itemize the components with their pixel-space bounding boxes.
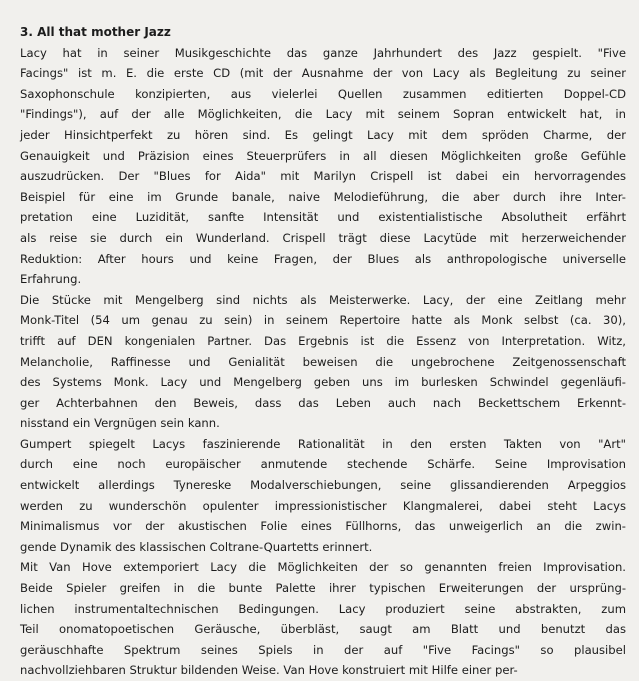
document-page bbox=[20, 22, 626, 681]
section-heading: 3. All that mother Jazz bbox=[20, 25, 171, 39]
text-line: nachvollziehbaren Struktur bildenden Weise. Van Hove konstruiert mit Hilfe einer per- bbox=[20, 663, 518, 678]
text-line: Erfahrung. bbox=[20, 272, 82, 287]
text-line: Lacy hat in seiner Musikgeschichte das ganze Jahrhundert des Jazz gespielt. "Five bbox=[20, 45, 626, 60]
text-line: als reise sie durch ein Wunderland. Crispell trägt diese Lacytüde mit herzerweichender bbox=[20, 230, 626, 245]
text-line: werden zu wunderschön opulenter impressionistischer Klangmalerei, dabei steht Lacys bbox=[20, 498, 626, 513]
paragraph bbox=[20, 43, 626, 290]
text-line: durch eine noch europäischer anmutende stechende Schärfe. Seine Improvisation bbox=[20, 457, 626, 472]
text-line: jeder Hinsichtperfekt zu hören sind. Es gelingt Lacy mit dem spröden Charme, der bbox=[20, 127, 626, 142]
text-line: geräuschhafte Spektrum seines Spiels in der auf "Five Facings" so plausibel bbox=[20, 642, 626, 657]
text-line: "Findings"), auf der alle Möglichkeiten, die Lacy mit seinem Sopran entwickelt hat, in bbox=[20, 107, 626, 122]
text-line: des Systems Monk. Lacy und Mengelberg geben uns im burlesken Schwindel gegenläufi- bbox=[20, 375, 626, 390]
text-line: Reduktion: After hours und keine Fragen, der Blues als anthropologische universelle bbox=[20, 251, 626, 266]
paragraph bbox=[20, 434, 626, 558]
text-line: ger Achterbahnen den Beweis, dass das Leben auch nach Beckettschem Erkennt- bbox=[20, 395, 626, 410]
paragraph bbox=[20, 557, 626, 681]
text-line: trifft auf DEN kongenialen Partner. Das Ergebnis ist die Essenz von Interpretation. Witz, bbox=[20, 333, 626, 348]
text-line: Beispiel für eine im Grunde banale, naive Melodieführung, die aber durch ihre Inter- bbox=[20, 189, 626, 204]
text-line: pretation eine Luzidität, sanfte Intensität und existentialistische Absolutheit erfährt bbox=[20, 210, 626, 225]
text-line: Saxophonschule konzipierten, aus vielerlei Quellen zusammen editierten Doppel-CD bbox=[20, 86, 626, 101]
text-line: Monk-Titel (54 um genau zu sein) in seinem Repertoire hatte als Monk selbst (ca. 30), bbox=[20, 313, 626, 328]
text-line: Minimalismus vor der akustischen Folie eines Füllhorns, das unweigerlich an die zwin- bbox=[20, 519, 626, 534]
text-line: Mit Van Hove extemporiert Lacy die Möglichkeiten der so genannten freien Improvisation. bbox=[20, 560, 626, 575]
text-line: Melancholie, Raffinesse und Genialität beweisen die ungebrochene Zeitgenossenschaft bbox=[20, 354, 626, 369]
text-line: Genauigkeit und Präzision eines Steuerprüfers in all diesen Möglichkeiten große Gefühle bbox=[20, 148, 626, 163]
text-line: Teil onomatopoetischen Geräusche, überbläst, saugt am Blatt und benutzt das bbox=[20, 622, 626, 637]
text-line: Beide Spieler greifen in die bunte Palette ihrer typischen Erweiterungen der ursprüng- bbox=[20, 581, 626, 596]
text-line: lichen instrumentaltechnischen Bedingungen. Lacy produziert seine abstrakten, zum bbox=[20, 601, 626, 616]
text-line: Die Stücke mit Mengelberg sind nichts als Meisterwerke. Lacy, der eine Zeitlang mehr bbox=[20, 292, 626, 307]
text-line: entwickelt allerdings Tynereske Modalverschiebungen, seine glissandierenden Arpeggios bbox=[20, 478, 626, 493]
text-line: Facings" ist m. E. die erste CD (mit der Ausnahme der von Lacy als Begleitung zu seiner bbox=[20, 66, 626, 81]
paragraph bbox=[20, 290, 626, 434]
text-line: nisstand ein Vergnügen sein kann. bbox=[20, 416, 220, 431]
text-line: gende Dynamik des klassischen Coltrane-Quartetts erinnert. bbox=[20, 539, 373, 554]
body-text bbox=[20, 43, 626, 681]
text-line: auszudrücken. Der "Blues for Aida" mit Marilyn Crispell ist dabei ein hervorragendes bbox=[20, 169, 626, 184]
text-line: Gumpert spiegelt Lacys faszinierende Rationalität in den ersten Takten von "Art" bbox=[20, 436, 626, 451]
